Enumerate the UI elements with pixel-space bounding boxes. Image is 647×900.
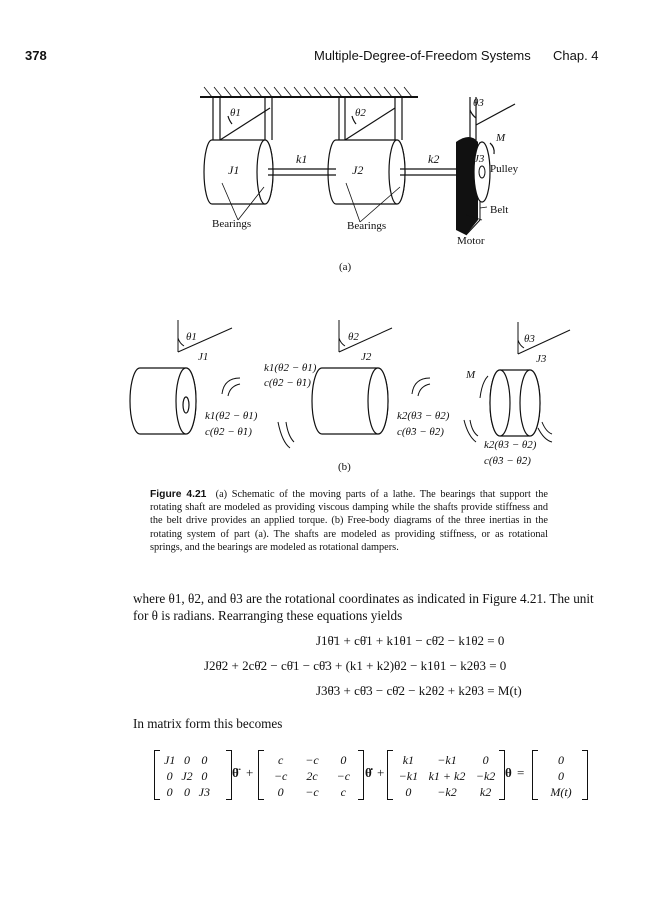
fig-a-j2: J2 xyxy=(352,163,364,177)
fig-a-label: (a) xyxy=(339,261,352,273)
fig-b-damper-mid-2: c(θ̇3 − θ̇2) xyxy=(397,426,444,438)
equation-2: J2θ̈2 + 2cθ̇2 − cθ̇1 − cθ̇3 + (k1 + k2)θ2 − k1θ1 − k2θ3 = 0 xyxy=(204,658,507,673)
damping-matrix: c −c 0 −c 2c −c 0 −c c xyxy=(258,750,364,800)
fig-a-bearings-left: Bearings xyxy=(212,218,252,230)
figure-caption xyxy=(150,488,548,554)
running-title: Multiple-Degree-of-Freedom Systems xyxy=(314,48,531,63)
fig-a-theta1: θ1 xyxy=(230,107,241,119)
fig-a-j1: J1 xyxy=(228,163,240,177)
plus-sign-2: + xyxy=(377,765,385,780)
fig-b-theta1: θ1 xyxy=(186,331,197,343)
fig-b-spring-right: k2(θ3 − θ2) xyxy=(484,439,537,451)
fig-a-motor: Motor xyxy=(457,235,485,247)
figure-a-lathe-schematic xyxy=(0,70,647,360)
fig-a-belt: Belt xyxy=(490,204,509,216)
fig-b-spring-mid-2: k2(θ3 − θ2) xyxy=(397,410,450,422)
body-paragraph-2: In matrix form this becomes xyxy=(133,716,283,731)
fig-b-j3: J3 xyxy=(536,353,547,365)
fig-a-theta3: θ3 xyxy=(473,97,484,109)
fig-b-m: M xyxy=(466,369,476,381)
page-number: 378 xyxy=(25,48,47,63)
equals-sign: = xyxy=(517,765,525,780)
fig-b-j2: J2 xyxy=(361,351,372,363)
fig-b-damper-mid-1: c(θ̇2 − θ̇1) xyxy=(205,426,252,438)
fig-a-bearings-right: Bearings xyxy=(347,220,387,232)
fig-b-damper-top: c(θ̇2 − θ̇1) xyxy=(264,377,311,389)
fig-b-spring-top: k1(θ2 − θ1) xyxy=(264,362,317,374)
theta-vector: θ xyxy=(505,765,512,780)
figure-id: Figure 4.21 xyxy=(150,489,207,500)
chapter-label: Chap. 4 xyxy=(553,48,599,63)
stiffness-matrix: k1 −k1 0 −k1 k1 + k2 −k2 0 −k2 k2 xyxy=(387,750,505,800)
mass-matrix: J1 0 0 0 J2 0 0 0 J3 xyxy=(154,750,232,800)
fig-a-pulley: Pulley xyxy=(490,163,519,175)
caption-text: (a) Schematic of the moving parts of a lathe. The bearings that support the rotating shaft are modeled as providing viscous damping while the shafts provide stiffness and the belt drive provides an applied torque. (b) Free-body diagrams of the three inertias in the rotating system of part (a). The shafts are modeled as providing stiffness, or as rotational springs, and the bearings are modeled as rotational dampers. xyxy=(150,489,549,553)
fig-b-spring-mid-1: k1(θ2 − θ1) xyxy=(205,410,258,422)
equation-3: J3θ̈3 + cθ̇3 − cθ̇2 − k2θ2 + k2θ3 = M(t) xyxy=(316,683,522,698)
fig-b-theta3: θ3 xyxy=(524,333,535,345)
fig-b-j1: J1 xyxy=(198,351,209,363)
plus-sign-1: + xyxy=(246,765,254,780)
fig-a-j3: J3 xyxy=(474,153,485,165)
fig-b-theta2: θ2 xyxy=(348,331,359,343)
fig-a-k2: k2 xyxy=(428,152,440,166)
fig-b-label: (b) xyxy=(338,461,351,473)
equation-1: J1θ̈1 + cθ̇1 + k1θ1 − cθ̇2 − k1θ2 = 0 xyxy=(316,633,505,648)
theta-ddot: θ̈ xyxy=(232,765,239,780)
force-vector: 0 0 M(t) xyxy=(532,750,588,800)
theta-dot: θ̇ xyxy=(365,765,372,780)
figure-b-free-body-diagrams xyxy=(0,318,647,478)
fig-b-damper-right: c(θ̇3 − θ̇2) xyxy=(484,455,531,467)
fig-a-m: M xyxy=(496,132,506,144)
body-paragraph-1: where θ1, θ2, and θ3 are the rotational coordinates as indicated in Figure 4.21. The unit for θ is radians. Rearranging these equations yields xyxy=(133,591,594,623)
fig-a-theta2: θ2 xyxy=(355,107,366,119)
fig-a-k1: k1 xyxy=(296,152,308,166)
